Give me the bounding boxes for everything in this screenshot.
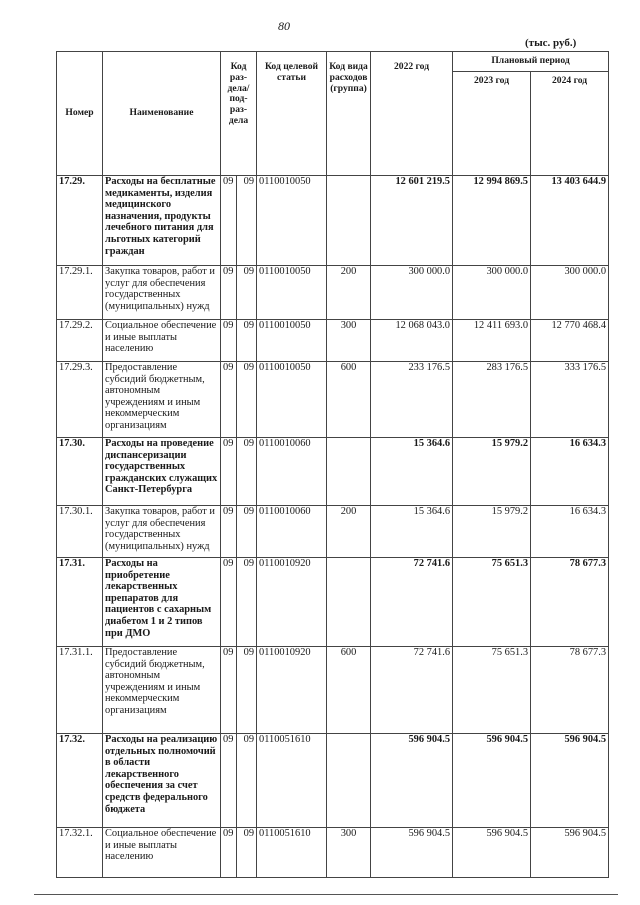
row-expense-type [327, 558, 371, 647]
row-2024: 78 677.3 [531, 558, 609, 647]
header-expense-type: Код вида расходов (группа) [327, 52, 371, 176]
row-section: 09 [221, 266, 237, 320]
row-target: 0110010050 [257, 266, 327, 320]
row-2022: 596 904.5 [371, 828, 453, 878]
row-expense-type: 200 [327, 266, 371, 320]
row-name: Расходы на проведение диспансеризации государственных гражданских служащих Санкт-Петербурга [103, 438, 221, 506]
row-2023: 12 411 693.0 [453, 320, 531, 362]
row-2024: 16 634.3 [531, 438, 609, 506]
row-section: 09 [221, 647, 237, 734]
row-2023: 75 651.3 [453, 647, 531, 734]
row-name: Социальное обеспечение и иные выплаты населению [103, 828, 221, 878]
row-number: 17.29.3. [57, 362, 103, 438]
budget-table [56, 51, 609, 878]
row-section: 09 [221, 828, 237, 878]
row-section: 09 [221, 506, 237, 558]
row-number: 17.29.2. [57, 320, 103, 362]
row-2024: 78 677.3 [531, 647, 609, 734]
header-2023: 2023 год [453, 72, 531, 176]
row-2022: 596 904.5 [371, 734, 453, 828]
row-subsection: 09 [237, 176, 257, 266]
row-expense-type [327, 176, 371, 266]
row-subsection: 09 [237, 558, 257, 647]
row-2023: 596 904.5 [453, 828, 531, 878]
row-2022: 300 000.0 [371, 266, 453, 320]
table-row [57, 647, 609, 734]
row-subsection: 09 [237, 362, 257, 438]
row-name: Расходы на реализацию отдельных полномочий в области лекарственного обеспечения за счет средств федерального бюджета [103, 734, 221, 828]
row-section: 09 [221, 558, 237, 647]
row-2023: 15 979.2 [453, 438, 531, 506]
header-2024: 2024 год [531, 72, 609, 176]
table-row [57, 266, 609, 320]
row-name: Закупка товаров, работ и услуг для обеспечения государственных (муниципальных) нужд [103, 266, 221, 320]
row-target: 0110010050 [257, 176, 327, 266]
table-row [57, 176, 609, 266]
table-row [57, 734, 609, 828]
row-name: Предоставление субсидий бюджетным, автономным учреждениям и иным некоммерческим организациям [103, 647, 221, 734]
row-2024: 13 403 644.9 [531, 176, 609, 266]
header-section: Код раз-дела/ под-раз-дела [221, 52, 257, 176]
row-2024: 333 176.5 [531, 362, 609, 438]
row-name: Социальное обеспечение и иные выплаты населению [103, 320, 221, 362]
header-target: Код целевой статьи [257, 52, 327, 176]
row-target: 0110051610 [257, 734, 327, 828]
row-section: 09 [221, 362, 237, 438]
row-target: 0110010050 [257, 362, 327, 438]
header-2022: 2022 год [371, 52, 453, 176]
row-2022: 12 068 043.0 [371, 320, 453, 362]
row-expense-type [327, 734, 371, 828]
row-subsection: 09 [237, 734, 257, 828]
row-number: 17.29.1. [57, 266, 103, 320]
row-name: Расходы на бесплатные медикаменты, изделия медицинского назначения, продукты лечебного питания для льготных категорий граждан [103, 176, 221, 266]
table-row [57, 362, 609, 438]
row-subsection: 09 [237, 828, 257, 878]
row-2022: 233 176.5 [371, 362, 453, 438]
row-number: 17.30.1. [57, 506, 103, 558]
header-number: Номер [57, 52, 103, 176]
row-2023: 12 994 869.5 [453, 176, 531, 266]
row-expense-type: 600 [327, 362, 371, 438]
row-number: 17.29. [57, 176, 103, 266]
row-section: 09 [221, 438, 237, 506]
row-2022: 15 364.6 [371, 506, 453, 558]
row-subsection: 09 [237, 438, 257, 506]
table-row [57, 828, 609, 878]
table-row [57, 506, 609, 558]
row-target: 0110010920 [257, 647, 327, 734]
row-2023: 596 904.5 [453, 734, 531, 828]
row-subsection: 09 [237, 320, 257, 362]
row-target: 0110010060 [257, 438, 327, 506]
row-target: 0110051610 [257, 828, 327, 878]
row-number: 17.32.1. [57, 828, 103, 878]
row-2024: 16 634.3 [531, 506, 609, 558]
table-row [57, 438, 609, 506]
page-number: 80 [278, 19, 290, 33]
row-expense-type: 300 [327, 320, 371, 362]
row-section: 09 [221, 320, 237, 362]
row-2022: 15 364.6 [371, 438, 453, 506]
header-planning-period: Плановый период [453, 52, 609, 72]
row-expense-type: 200 [327, 506, 371, 558]
row-number: 17.31. [57, 558, 103, 647]
row-number: 17.30. [57, 438, 103, 506]
row-2022: 72 741.6 [371, 647, 453, 734]
row-name: Расходы на приобретение лекарственных препаратов для пациентов с сахарным диабетом 1 и 2 типов при ДМО [103, 558, 221, 647]
page-bottom-rule [34, 894, 618, 895]
row-2024: 300 000.0 [531, 266, 609, 320]
row-section: 09 [221, 734, 237, 828]
row-name: Предоставление субсидий бюджетным, автономным учреждениям и иным некоммерческим организациям [103, 362, 221, 438]
row-target: 0110010050 [257, 320, 327, 362]
row-expense-type [327, 438, 371, 506]
row-2024: 12 770 468.4 [531, 320, 609, 362]
row-expense-type: 300 [327, 828, 371, 878]
row-number: 17.31.1. [57, 647, 103, 734]
row-2024: 596 904.5 [531, 734, 609, 828]
table-row [57, 558, 609, 647]
row-section: 09 [221, 176, 237, 266]
row-subsection: 09 [237, 266, 257, 320]
row-2023: 300 000.0 [453, 266, 531, 320]
table-row [57, 320, 609, 362]
row-target: 0110010060 [257, 506, 327, 558]
row-2022: 12 601 219.5 [371, 176, 453, 266]
row-subsection: 09 [237, 647, 257, 734]
row-name: Закупка товаров, работ и услуг для обеспечения государственных (муниципальных) нужд [103, 506, 221, 558]
row-2023: 75 651.3 [453, 558, 531, 647]
row-2024: 596 904.5 [531, 828, 609, 878]
row-number: 17.32. [57, 734, 103, 828]
row-expense-type: 600 [327, 647, 371, 734]
header-name: Наименование [103, 52, 221, 176]
row-target: 0110010920 [257, 558, 327, 647]
units-label: (тыс. руб.) [525, 37, 577, 49]
row-2022: 72 741.6 [371, 558, 453, 647]
row-2023: 283 176.5 [453, 362, 531, 438]
row-subsection: 09 [237, 506, 257, 558]
row-2023: 15 979.2 [453, 506, 531, 558]
